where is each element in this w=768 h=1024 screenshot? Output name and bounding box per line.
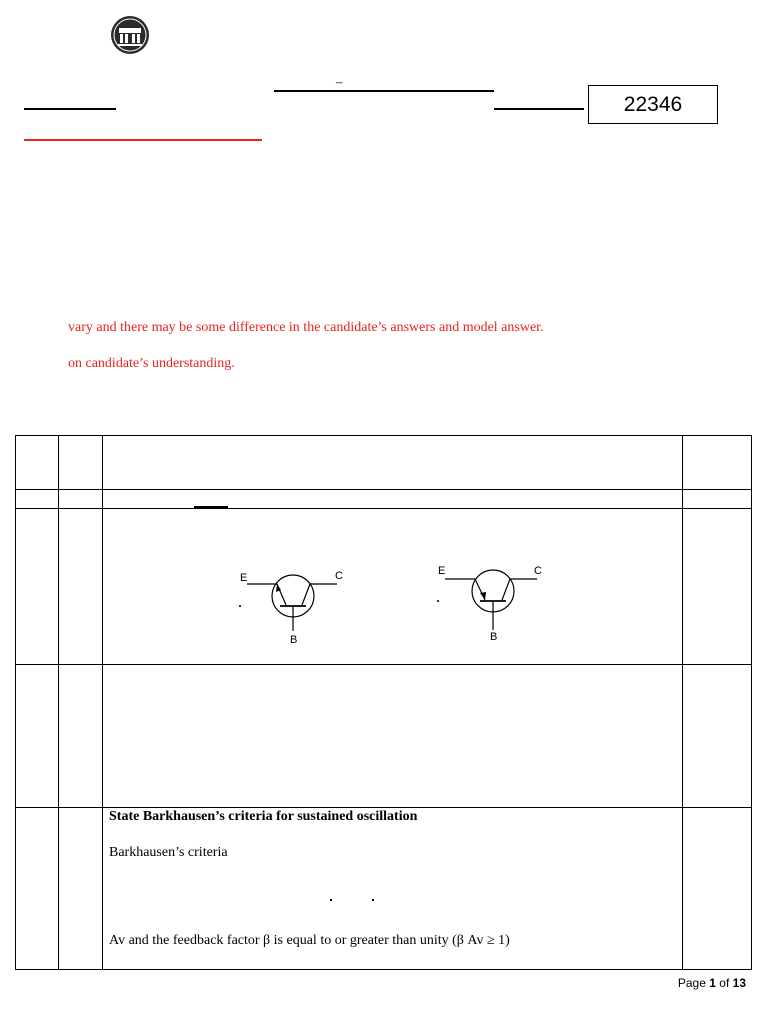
answer-table (15, 435, 752, 970)
barkhausen-heading: Barkhausen’s criteria (109, 845, 228, 860)
stray-dot-2 (372, 899, 374, 901)
institute-seal-icon (105, 14, 155, 58)
page-counter (678, 976, 746, 990)
current-page-number: 1 (709, 976, 716, 990)
header-rule-left (24, 108, 116, 110)
pnp-base-label: B (490, 631, 498, 643)
barkhausen-question: State Barkhausen’s criteria for sustained oscillation (109, 809, 418, 824)
instruction-line-1: vary and there may be some difference in the candidate’s answers and model answer. (68, 320, 544, 335)
total-pages-number: 13 (732, 976, 746, 990)
pnp-transistor-symbol (430, 560, 550, 645)
header-title-mark: – (336, 74, 343, 89)
page-word: Page (677, 976, 706, 990)
subject-code-box: 22346 (588, 85, 718, 124)
npn-transistor-symbol (230, 565, 350, 650)
npn-emitter-label: E (240, 572, 248, 584)
instruction-line-2: on candidate’s understanding. (68, 356, 235, 371)
npn-base-label: B (290, 634, 298, 646)
pnp-collector-label: C (534, 565, 542, 577)
stray-dot-1 (330, 899, 332, 901)
barkhausen-statement: Av and the feedback factor β is equal to or greater than unity (β Av ≥ 1) (109, 933, 510, 948)
pnp-emitter-label: E (438, 565, 446, 577)
header-red-rule (24, 139, 262, 141)
header-rule-right (494, 108, 584, 110)
of-word: of (719, 976, 730, 990)
npn-collector-label: C (335, 570, 343, 582)
header-rule-center (274, 90, 494, 92)
